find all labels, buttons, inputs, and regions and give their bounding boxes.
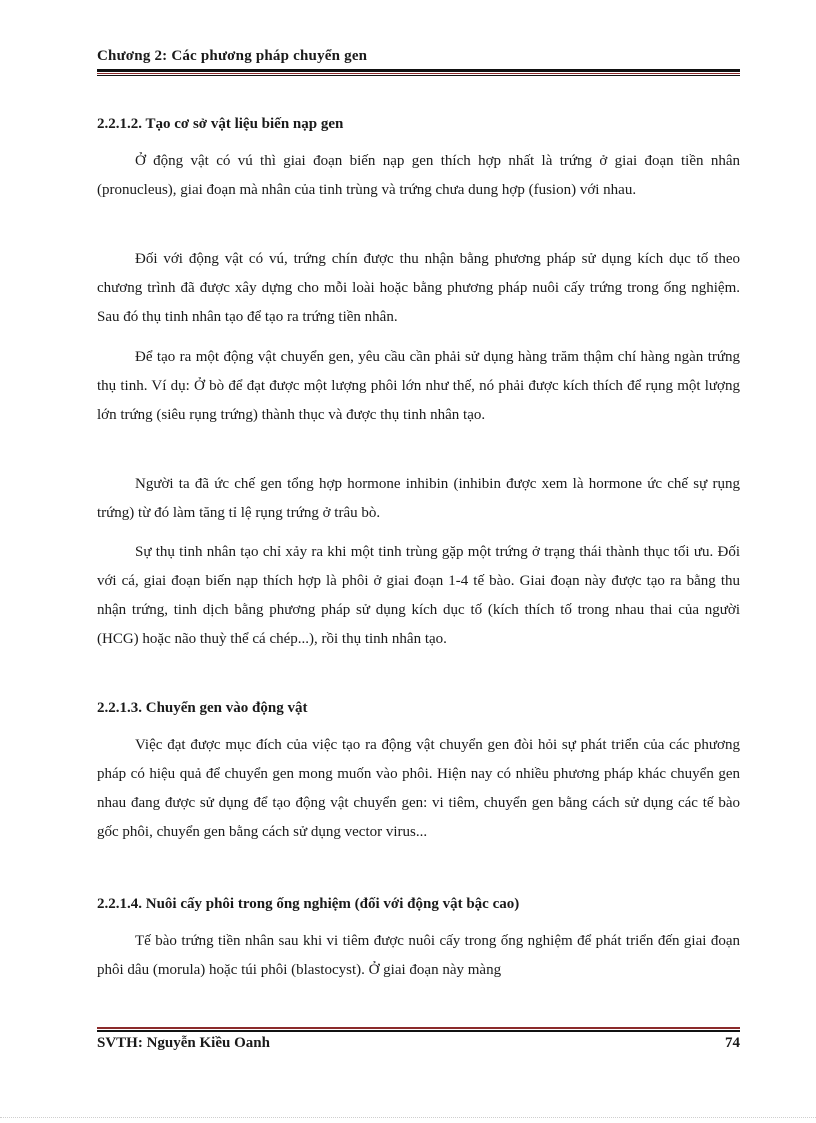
page-edge-divider: [0, 1117, 816, 1118]
footer-author: SVTH: Nguyễn Kiều Oanh: [97, 1035, 270, 1051]
header-divider-thin: [97, 75, 740, 76]
section-heading: 2.2.1.4. Nuôi cấy phôi trong ống nghiệm (đối với động vật bậc cao): [97, 896, 520, 912]
paragraph: Việc đạt được mục đích của việc tạo ra động vật chuyển gen đòi hỏi sự phát triển của các phương pháp có hiệu quả để chuyển gen mong muốn vào phôi. Hiện nay có nhiều phương pháp khác chuyển gen nhau đang được sử dụng để tạo động vật chuyển gen: vi tiêm, chuyển gen bằng cách sử dụng các tế bào gốc phôi, chuyển gen bằng cách sử dụng vector virus...: [97, 737, 740, 840]
header-divider-accent: [97, 73, 740, 74]
section-heading: 2.2.1.2. Tạo cơ sở vật liệu biến nạp gen: [97, 116, 344, 132]
paragraph: Sự thụ tinh nhân tạo chỉ xảy ra khi một tinh trùng gặp một trứng ở trạng thái thành thục tối ưu. Đối với cá, giai đoạn biến nạp thích hợp là phôi ở giai đoạn 1-4 tế bào. Giai đoạn này được tạo ra bằng thu nhận trứng, tinh dịch bằng phương pháp sử dụng kích dục tố (kích thích tố trong nhau thai của người (HCG) hoặc não thuỳ thể cá chép...), rồi thụ tinh nhân tạo.: [97, 544, 740, 647]
paragraph: Để tạo ra một động vật chuyển gen, yêu cầu cần phải sử dụng hàng trăm thậm chí hàng ngàn trứng thụ tinh. Ví dụ: Ở bò để đạt được một lượng phôi lớn như thế, nó phải được kích thích để rụng một lượng lớn trứng (siêu rụng trứng) thành thục và được thụ tinh nhân tạo.: [97, 349, 740, 423]
paragraph: Đối với động vật có vú, trứng chín được thu nhận bằng phương pháp sử dụng kích dục tố theo chương trình đã được xây dựng cho mỗi loài hoặc bằng phương pháp nuôi cấy trứng trong ống nghiệm. Sau đó thụ tinh nhân tạo để tạo ra trứng tiền nhân.: [97, 251, 740, 325]
paragraph: Người ta đã ức chế gen tổng hợp hormone inhibin (inhibin được xem là hormone ức chế sự rụng trứng) từ đó làm tăng tỉ lệ rụng trứng ở trâu bò.: [97, 476, 740, 521]
section-heading: 2.2.1.3. Chuyển gen vào động vật: [97, 700, 308, 716]
paragraph: Ở động vật có vú thì giai đoạn biến nạp gen thích hợp nhất là trứng ở giai đoạn tiền nhân (pronucleus), giai đoạn mà nhân của tinh trùng và trứng chưa dung hợp (fusion) với nhau.: [97, 153, 740, 198]
chapter-header: Chương 2: Các phương pháp chuyển gen: [97, 48, 368, 64]
footer-divider-accent: [97, 1027, 740, 1029]
page-number: 74: [725, 1035, 740, 1051]
header-divider: [97, 69, 740, 72]
footer-divider: [97, 1030, 740, 1032]
paragraph: Tế bào trứng tiền nhân sau khi vi tiêm được nuôi cấy trong ống nghiệm để phát triển đến giai đoạn phôi dâu (morula) hoặc túi phôi (blastocyst). Ở giai đoạn này màng: [97, 933, 740, 978]
